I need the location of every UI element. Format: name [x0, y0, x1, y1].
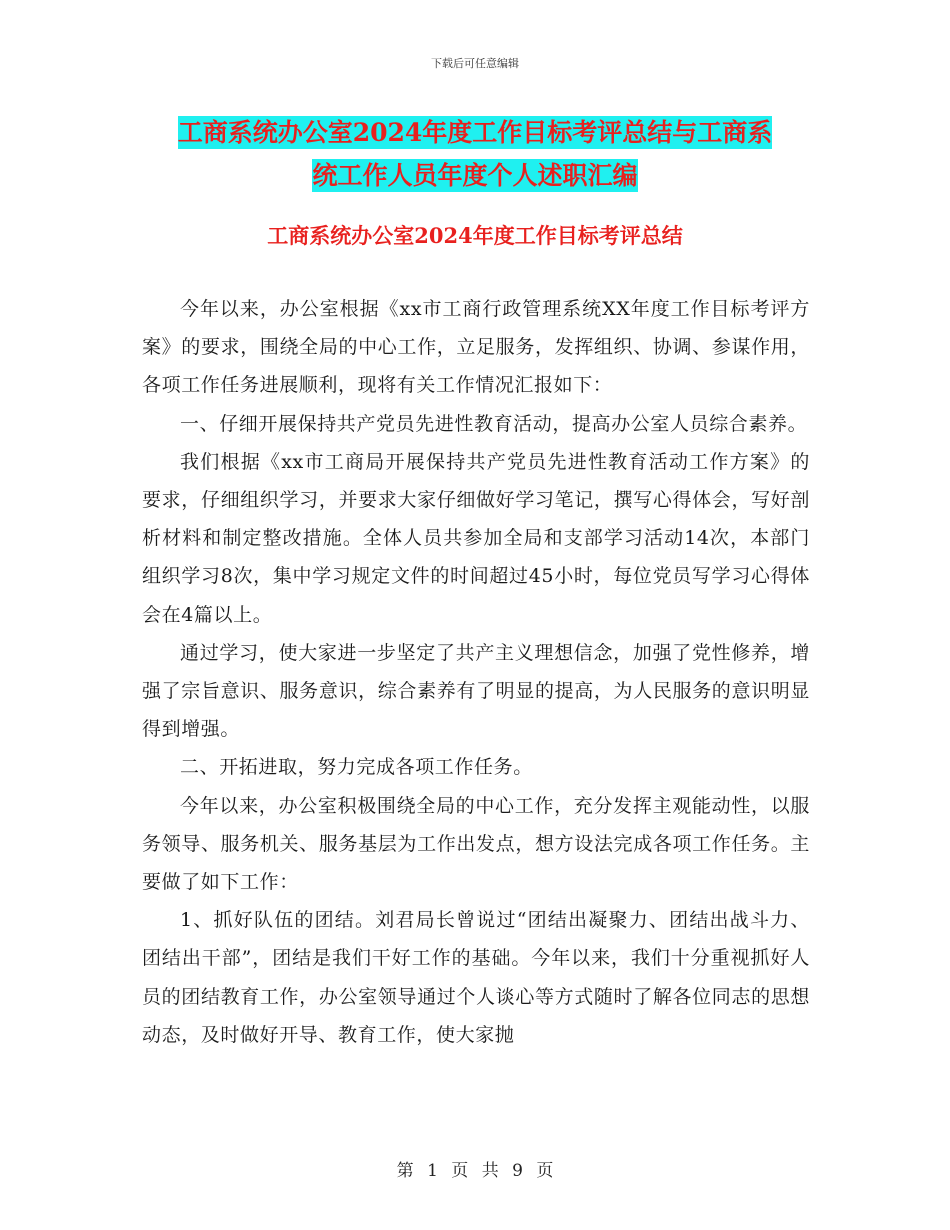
header-note: 下载后可任意编辑	[431, 57, 519, 70]
title-line-1: 工商系统办公室2024年度工作目标考评总结与工商系	[177, 118, 773, 147]
title-line-2: 统工作人员年度个人述职汇编	[312, 161, 638, 190]
paragraph: 二、开拓进取，努力完成各项工作任务。	[180, 756, 533, 779]
document-title	[140, 111, 810, 197]
page-number: 第 1 页 共 9 页	[396, 1161, 554, 1181]
paragraph: 今年以来，办公室积极围绕全局的中心工作，充分发挥主观能动性，以服务领导、服务机关、服务基层为工作出发点，想方设法完成各项工作任务。主要做了如下工作：	[142, 794, 810, 894]
paragraph: 今年以来，办公室根据《xx市工商行政管理系统XX年度工作目标考评方案》的要求，围绕全局的中心工作，立足服务，发挥组织、协调、参谋作用，各项工作任务进展顺利，现将有关工作情况汇报如下：	[142, 298, 810, 397]
body-text	[142, 290, 810, 1054]
paragraph: 一、仔细开展保持共产党员先进性教育活动，提高办公室人员综合素养。	[180, 412, 808, 435]
paragraph: 我们根据《xx市工商局开展保持共产党员先进性教育活动工作方案》的要求，仔细组织学习，并要求大家仔细做好学习笔记，撰写心得体会，写好剖析材料和制定整改措施。全体人员共参加全局和支部学习活动14次，本部门组织学习8次，集中学习规定文件的时间超过45小时，每位党员写学习心得体会在4篇以上。	[142, 450, 810, 626]
paragraph: 1、抓好队伍的团结。刘君局长曾说过“团结出凝聚力、团结出战斗力、团结出干部”，团结是我们干好工作的基础。今年以来，我们十分重视抓好人员的团结教育工作，办公室领导通过个人谈心等方式随时了解各位同志的思想动态，及时做好开导、教育工作，使大家抛	[142, 909, 810, 1046]
section-title: 工商系统办公室2024年度工作目标考评总结	[267, 223, 683, 248]
paragraph: 通过学习，使大家进一步坚定了共产主义理想信念，加强了党性修养，增强了宗旨意识、服务意识，综合素养有了明显的提高，为人民服务的意识明显得到增强。	[142, 641, 810, 741]
